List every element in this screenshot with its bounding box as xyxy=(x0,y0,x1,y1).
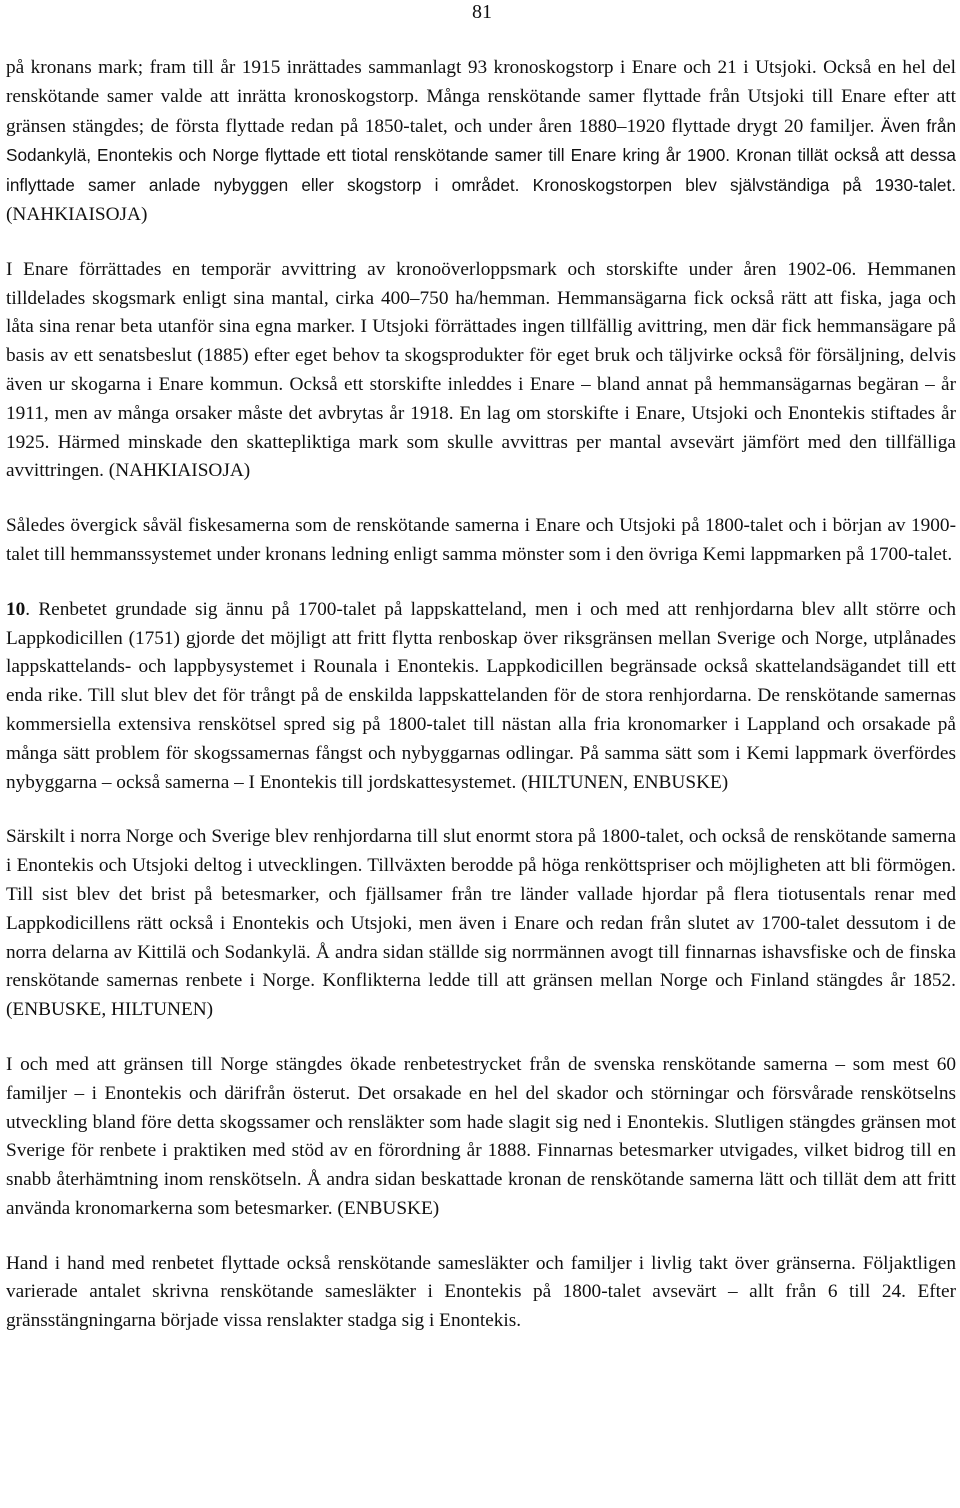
paragraph-5: Särskilt i norra Norge och Sverige blev renhjordarna till slut enormt stora på 1800-talet, och också de renskötande samerna i Enontekis och Utsjoki deltog i utvecklingen. Tillväxten berodde på höga renköttspriser och möjligheten att bli förmögen. Till sist blev det brist på betesmarker, och fjällsamer från tre länder vallade hjordar på flera tiotusentals renar med Lappkodicillens rätt också i Enontekis och Utsjoki, men även i Enare och redan från slutet av 1700-talet dessutom i de norra delarna av Kittilä och Sodankylä. Å andra sidan ställde sig norrmännen avogt till finnarnas ishavsfiske och de finska renskötande samernas renbete i Norge. Konflikterna ledde till att gränsen mellan Norge och Finland stängdes år 1852. (ENBUSKE, HILTUNEN) xyxy=(6,826,956,1021)
paragraph-7: Hand i hand med renbetet flyttade också renskötande samesläkter och familjer i livlig takt över gränserna. Följaktligen varierade antalet skrivna renskötande samesläkter i Enontekis på 1800-talet avsevärt – allt från 6 till 24. Efter gränsstängningarna började vissa renslakter stadga sig i Enontekis. xyxy=(6,1252,956,1332)
paragraph-1-part-b: Även från Sodankylä, Enontekis och Norge flyttade ett tiotal renskötande samer till Enare kring år 1900. Kronan tillät också att dessa inflyttade samer anlade nybyggen eller skogstorp i området. Kronoskogstorpen blev självständiga på 1930-talet. xyxy=(6,115,957,196)
paragraph-6: I och med att gränsen till Norge stängdes ökade renbetestrycket från de svenska renskötande samerna – som mest 60 familjer – i Enontekis och därifrån österut. Det orsakade en hel del skador och störningar och försvårade renskötselns utveckling bland före detta skogssamer och rensläkter som hade slagit sig ned i Enontekis. Slutligen stängdes gränsen mot Sverige för renbete i praktiken med stöd av en förordning år 1888. Finnarnas betesmarker utvigades, vilket bidrog till en snabb återhämtning inom renskötseln. Å andra sidan beskattade kronan de renskötande samerna lätt och tillät dem att fritt använda kronomarkerna som betesmarker. (ENBUSKE) xyxy=(6,1053,956,1219)
paragraph-4 xyxy=(6,596,956,798)
paragraph-1 xyxy=(6,54,956,230)
section-number: 10 xyxy=(6,598,26,620)
paragraph-1-part-a: på kronans mark; fram till år 1915 inrättades sammanlagt 93 kronoskogstorp i Enare och 21 i Utsjoki. Också en hel del renskötande samer valde att inrätta kronoskogstorp. Många renskötande samer flyttade från Utsjoki till Enare efter att gränsen stängdes; de första flyttade redan på 1850-talet, och under åren 1880–1920 flyttade drygt 20 familjer. xyxy=(6,57,956,137)
paragraph-1-part-c: (NAHKIAISOJA) xyxy=(6,203,148,225)
paragraph-3: Således övergick såväl fiskesamerna som de renskötande samerna i Enare och Utsjoki på 1800-talet och i början av 1900-talet till hemmanssystemet under kronans ledning enligt samma mönster som i den övriga Kemi lappmarken på 1700-talet. xyxy=(6,515,956,565)
page-number: 81 xyxy=(472,1,492,23)
paragraph-2: I Enare förrättades en temporär avvittring av kronoöverloppsmark och storskifte under åren 1902-06. Hemmanen tilldelades skogsmark enligt sina mantal, cirka 400–750 ha/hemman. Hemmansägarna fick också rätt att fiska, jaga och låta sina renar beta utanför sina egna marker. I Utsjoki förrättades ingen tillfällig avittring, men där fick hemmansägare på basis av ett senatsbeslut (1885) efter eget behov ta skogsprodukter för eget bruk och täljvirke också för försäljning, delvis även ur skogarna i Enare kommun. Också ett storskifte inleddes i Enare – bland annat på hemmansägarnas begäran – år 1911, men av många orsaker måste det avbrytas år 1918. En lag om storskifte i Enare, Utsjoki och Enontekis stiftades år 1925. Härmed minskade den skattepliktiga mark som skulle avvittras per mantal avsevärt jämfört med den tillfälliga avvittringen. (NAHKIAISOJA) xyxy=(6,258,956,482)
document-body xyxy=(6,54,956,1336)
paragraph-4-text: . Renbetet grundade sig ännu på 1700-talet på lappskatteland, men i och med att renhjordarna blev allt större och Lappkodicillen (1751) gjorde det möjligt att fritt flytta renboskap över riksgränsen mellan Sverige och Norge, utplånades lappskattelands- och lappbysystemet i Rounala i Enontekis. Lappkodicillen begränsade också skattelandsägandet till ett enda rike. Till slut blev det för trångt på de enskilda lappskattelanden för de stora renhjordarna. De renskötande samernas kommersiella extensiva renskötsel spred sig på 1800-talet till nästan alla fria kronomarker i Lappland och orsakade på många sätt problem för skogssamernas fångst och nybyggarnas odlingar. På samma sätt som i Kemi lappmark överfördes nybyggarna – också samerna – I Enontekis till jordskattesystemet. (HILTUNEN, ENBUSKE) xyxy=(6,598,956,793)
